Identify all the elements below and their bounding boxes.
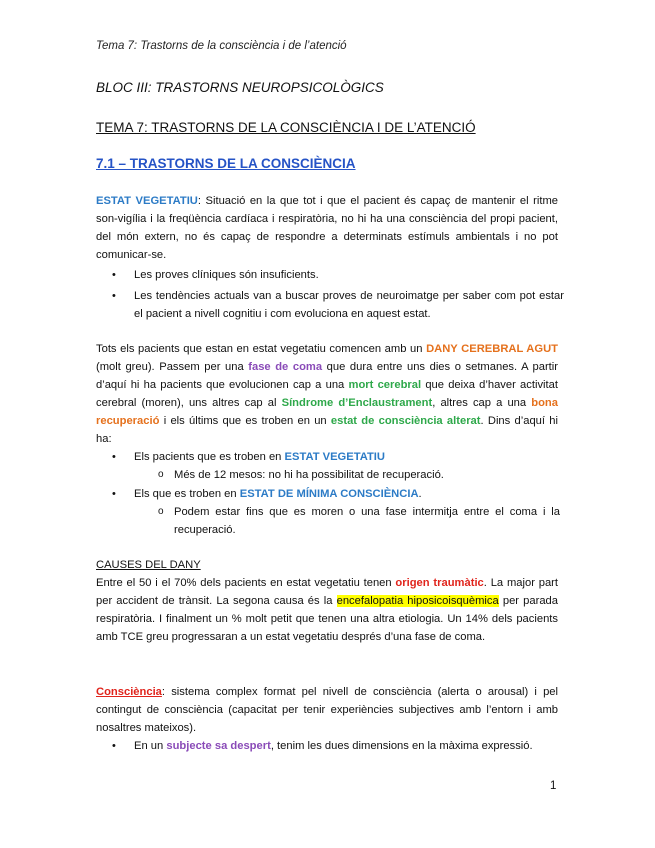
term-estat-vegetatiu: ESTAT VEGETATIU bbox=[96, 195, 198, 207]
sub-bullet-item: o Més de 12 mesos: no hi ha possibilitat de recuperació. bbox=[174, 466, 564, 484]
circle-bullet-icon: o bbox=[158, 469, 164, 480]
bullet-icon: • bbox=[112, 740, 116, 752]
bullet-item: • Els que es troben en ESTAT DE MÍNIMA CONSCIÈNCIA. bbox=[134, 485, 564, 503]
tema-title: TEMA 7: TRASTORNS DE LA CONSCIÈNCIA I DE L’ATENCIÓ bbox=[96, 120, 476, 135]
paragraph-causes: Entre el 50 i el 70% dels pacients en estat vegetatiu tenen origen traumàtic. La major part per accident de trànsit. La segona causa és la encefalopatia hiposicoisquèmica per parada respiratòria. I finalment un % molt petit que tenen una altra etiologia. Un 14% dels pacients amb TCE greu progressaran a un estat vegetatiu després d’una fase de coma. bbox=[96, 577, 558, 643]
term-consciencia: Consciència bbox=[96, 686, 162, 698]
paragraph-evolucio: Tots els pacients que estan en estat vegetatiu comencen amb un DANY CEREBRAL AGUT (molt greu). Passem per una fase de coma que dura entre uns dies o setmanes. A partir d’aquí hi ha pacients que evolucionen cap a una mort cerebral que deixa d’haver activitat cerebral (moren), uns altres cap al Síndrome d’Enclaustrament, altres cap a una bona recuperació i els últims que es troben en un estat de consciència alterat. Dins d’aquí hi ha: bbox=[96, 343, 559, 445]
section-title: 7.1 – TRASTORNS DE LA CONSCIÈNCIA bbox=[96, 156, 356, 171]
bullet-item: • Les proves clíniques són insuficients. bbox=[134, 266, 564, 284]
bullet-icon: • bbox=[112, 451, 116, 463]
bullet-icon: • bbox=[112, 269, 116, 281]
page-number: 1 bbox=[550, 780, 557, 792]
bullet-icon: • bbox=[112, 488, 116, 500]
bloc-title: BLOC III: TRASTORNS NEUROPSICOLÒGICS bbox=[96, 80, 384, 95]
circle-bullet-icon: o bbox=[158, 506, 164, 517]
bullet-icon: • bbox=[112, 290, 116, 302]
bullet-item: • En un subjecte sa despert, tenim les dues dimensions en la màxima expressió. bbox=[134, 737, 564, 755]
bullet-item: • Els pacients que es troben en ESTAT VEGETATIU bbox=[134, 448, 564, 466]
bullet-item: • Les tendències actuals van a buscar proves de neuroimatge per saber com pot estar el pacient a nivell cognitiu i com evoluciona en aquest estat. bbox=[134, 287, 564, 323]
paragraph-estat-vegetatiu: ESTAT VEGETATIU: Situació en la que tot i que el pacient és capaç de mantenir el ritme son-vigília i la freqüència cardíaca i respiratòria, no hi ha una consciència del propi pacient, del món extern, no és capaç de respondre a determinats estímuls ambientals i no pot comunicar-se. bbox=[96, 195, 558, 261]
causes-title: CAUSES DEL DANY bbox=[96, 559, 201, 571]
paragraph-consciencia: Consciència: sistema complex format pel nivell de consciència (alerta o arousal) i pel contingut de consciència (capacitat per tenir experiències subjectives amb l’entorn i amb nosaltres mateixos). bbox=[96, 686, 558, 734]
sub-bullet-item: o Podem estar fins que es moren o una fase intermitja entre el coma i la recuperació. bbox=[174, 503, 560, 539]
running-header: Tema 7: Trastorns de la consciència i de l’atenció bbox=[96, 40, 347, 52]
